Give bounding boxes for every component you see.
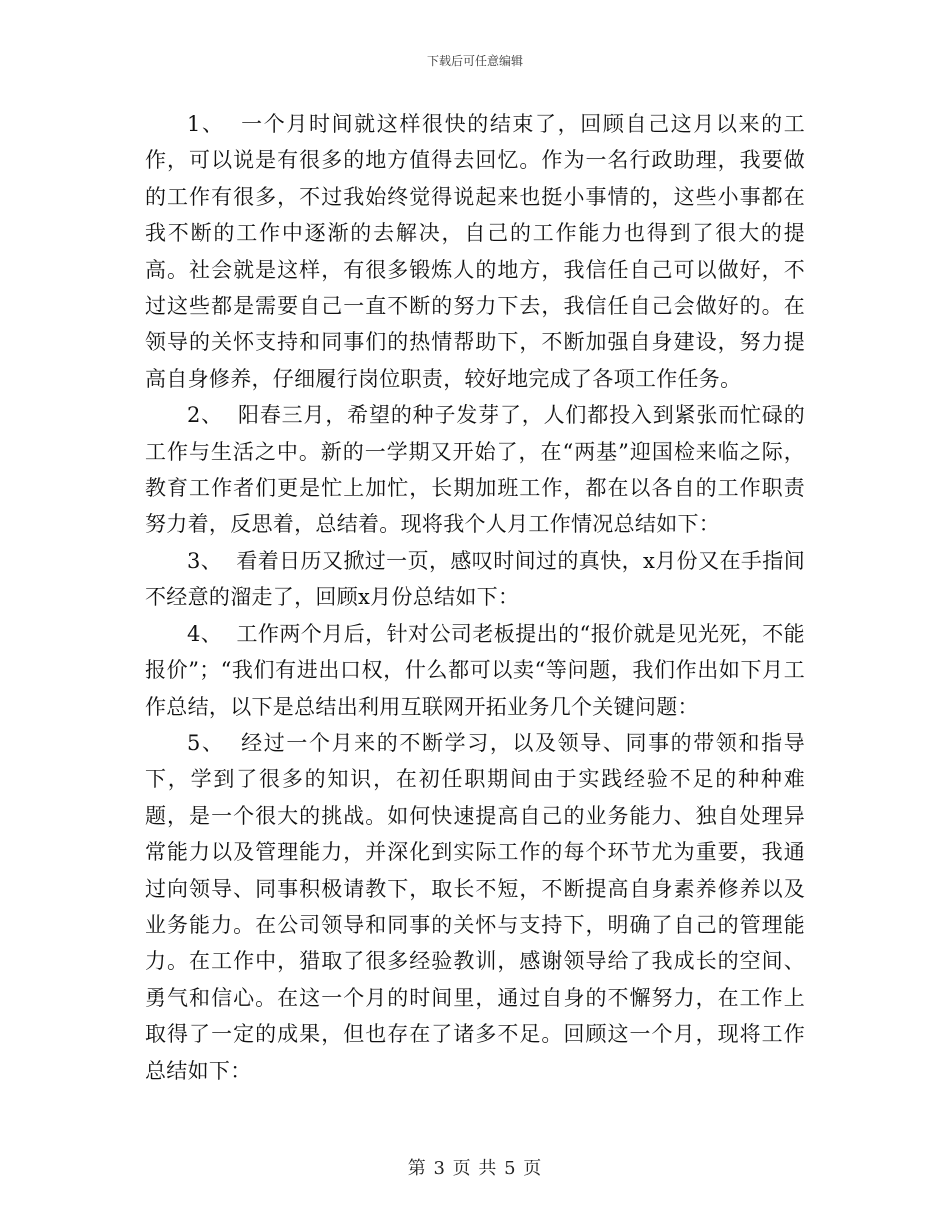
- paragraph-text: 阳春三月，希望的种子发芽了，人们都投入到紧张而忙碌的工作与生活之中。新的一学期又开始了，在“两基”迎国检来临之际，教育工作者们更是忙上加忙，长期加班工作，都在以各自的工作职责努力着，反思着，总结着。现将我个人月工作情况总结如下：: [145, 403, 805, 537]
- paragraph-3: [145, 543, 805, 616]
- paragraph-2: [145, 397, 805, 543]
- page-header: 下载后可任意编辑: [426, 54, 523, 68]
- paragraph-number: 3、: [187, 548, 223, 573]
- paragraph-text: 经过一个月来的不断学习，以及领导、同事的带领和指导下，学到了很多的知识，在初任职期间由于实践经验不足的种种难题，是一个很大的挑战。如何快速提高自己的业务能力、独自处理异常能力以及管理能力，并深化到实际工作的每个环节尤为重要，我通过向领导、同事积极请教下，取长不短，不断提高自身素养修养以及业务能力。在公司领导和同事的关怀与支持下，明确了自己的管理能力。在工作中，猎取了很多经验教训，感谢领导给了我成长的空间、勇气和信心。在这一个月的时间里，通过自身的不懈努力，在工作上取得了一定的成果，但也存在了诸多不足。回顾这一个月，现将工作总结如下：: [145, 730, 806, 1083]
- page-footer: 第 3 页 共 5 页: [407, 1158, 543, 1179]
- paragraph-text: 看着日历又掀过一页，感叹时间过的真快，x月份又在手指间不经意的溜走了，回顾x月份总结如下：: [145, 548, 805, 610]
- document-body: [145, 106, 805, 1089]
- paragraph-number: 4、: [187, 621, 223, 646]
- paragraph-4: [145, 616, 805, 725]
- paragraph-number: 2、: [187, 403, 224, 428]
- paragraph-number: 1、: [187, 112, 225, 136]
- paragraph-text: 工作两个月后，针对公司老板提出的“报价就是见光死，不能报价”；“我们有进出口权，什么都可以卖“等问题，我们作出如下月工作总结，以下是总结出利用互联网开拓业务几个关键问题：: [145, 621, 805, 719]
- paragraph-text: 一个月时间就这样很快的结束了，回顾自己这月以来的工作，可以说是有很多的地方值得去回忆。作为一名行政助理，我要做的工作有很多，不过我始终觉得说起来也挺小事情的，这些小事都在我不断的工作中逐渐的去解决，自己的工作能力也得到了很大的提高。社会就是这样，有很多锻炼人的地方，我信任自己可以做好，不过这些都是需要自己一直不断的努力下去，我信任自己会做好的。在领导的关怀支持和同事们的热情帮助下，不断加强自身建设，努力提高自身修养，仔细履行岗位职责，较好地完成了各项工作任务。: [145, 112, 806, 391]
- paragraph-number: 5、: [187, 730, 225, 755]
- paragraph-5: [145, 725, 805, 1089]
- paragraph-1: [145, 106, 805, 397]
